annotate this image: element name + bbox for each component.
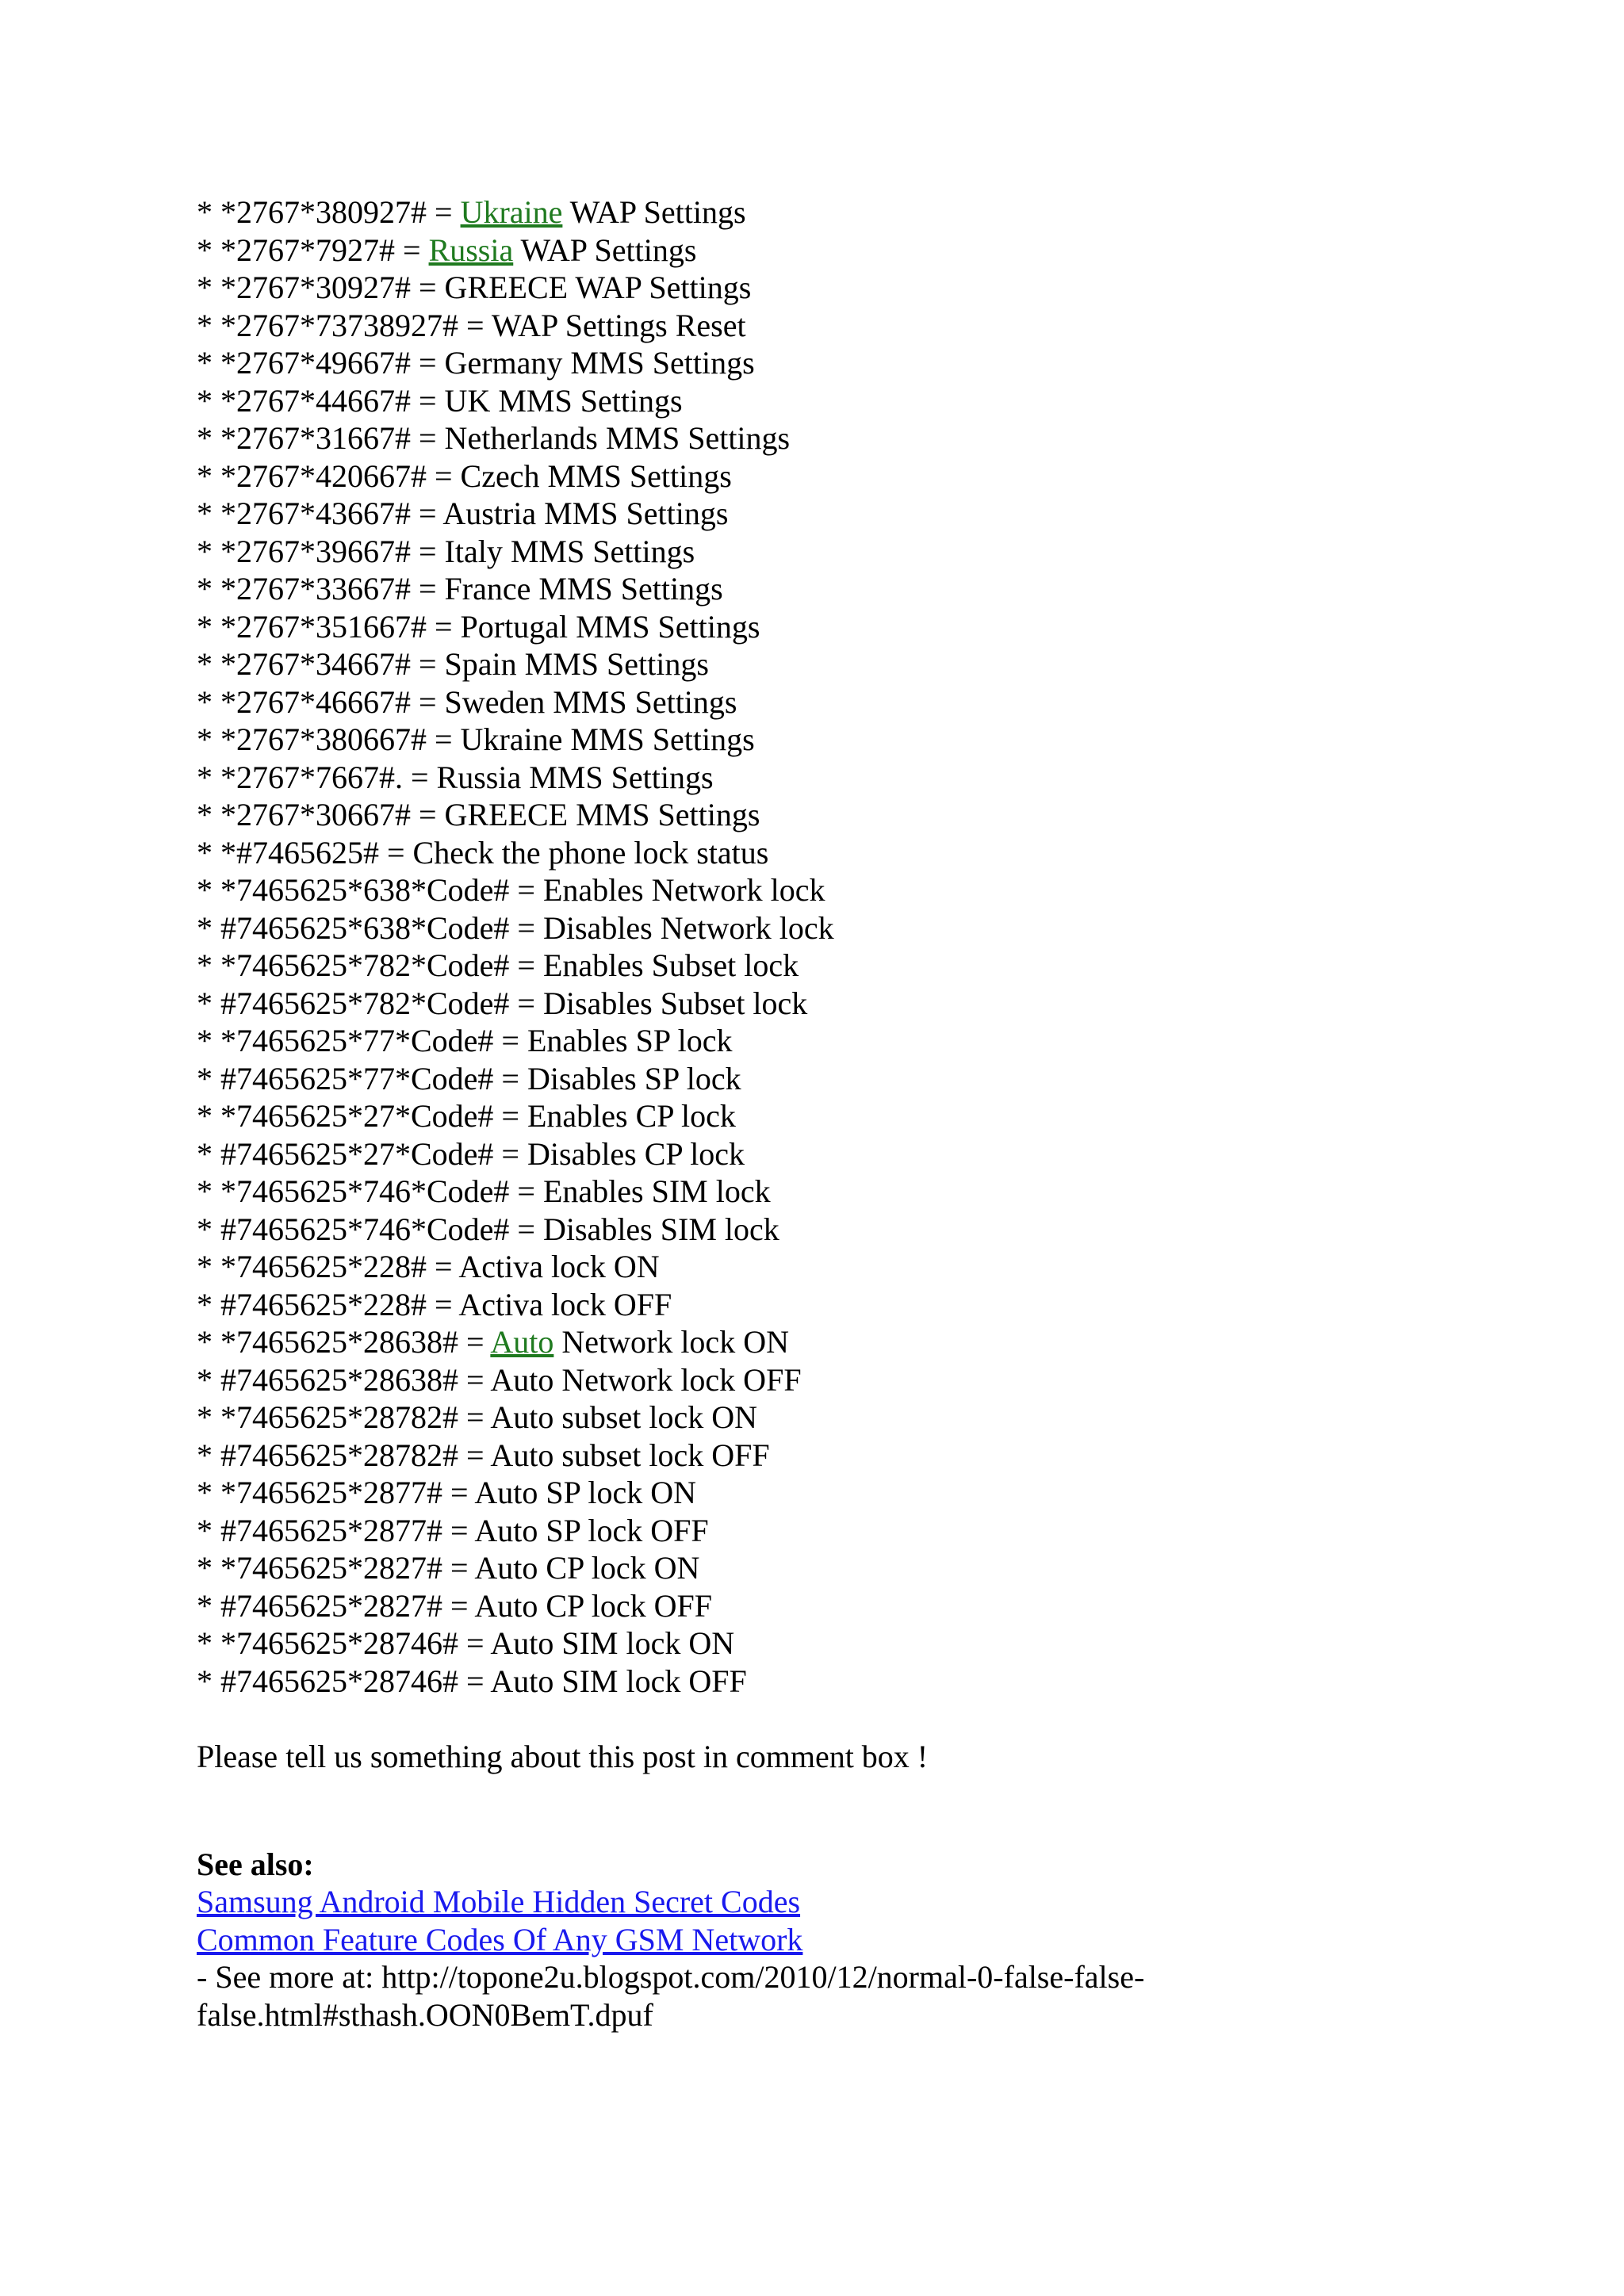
gsm-feature-codes-link[interactable]: Common Feature Codes Of Any GSM Network (197, 1921, 803, 1957)
code-text: * *7465625*2877# = Auto SP lock ON (197, 1475, 696, 1510)
code-list-item (197, 871, 1561, 909)
code-text: * *2767*31667# = Netherlands MMS Settings (197, 420, 791, 456)
code-list-item (197, 457, 1561, 496)
code-list-item (197, 1361, 1561, 1399)
code-text: * *7465625*77*Code# = Enables SP lock (197, 1023, 733, 1058)
code-list-item (197, 1211, 1561, 1249)
see-also-heading: See also: (197, 1846, 314, 1882)
code-list-item (197, 721, 1561, 759)
code-text: * #7465625*746*Code# = Disables SIM lock (197, 1211, 779, 1247)
code-text: * *2767*380667# = Ukraine MMS Settings (197, 721, 755, 757)
code-text: * *2767*351667# = Portugal MMS Settings (197, 608, 760, 645)
code-list-item (197, 533, 1561, 571)
code-text: * *#7465625# = Check the phone lock status (197, 834, 769, 871)
code-list-item (197, 834, 1561, 872)
code-text-suffix: Network lock ON (553, 1324, 789, 1360)
code-text: * *7465625*228# = Activa lock ON (197, 1249, 660, 1284)
code-list-item (197, 1624, 1561, 1663)
code-list-item (197, 1097, 1561, 1135)
code-list-item (197, 419, 1561, 457)
code-text: * *2767*7927# = (197, 232, 429, 268)
code-text-suffix: WAP Settings (562, 194, 746, 230)
code-text: * *2767*46667# = Sweden MMS Settings (197, 683, 737, 720)
code-list-item (197, 1474, 1561, 1512)
code-list-item (197, 232, 1561, 270)
code-text: * *7465625*28638# = (197, 1324, 491, 1360)
document-page (197, 193, 1561, 2034)
code-list-item (197, 985, 1561, 1023)
code-text: * #7465625*77*Code# = Disables SP lock (197, 1060, 741, 1096)
code-text: * *2767*30927# = GREECE WAP Settings (197, 270, 752, 305)
code-text: * *2767*380927# = (197, 194, 461, 230)
code-text: * *7465625*2827# = Auto CP lock ON (197, 1550, 700, 1586)
code-text: * *7465625*28746# = Auto SIM lock ON (197, 1625, 735, 1661)
comment-prompt: Please tell us something about this post in comment box ! (197, 1739, 929, 1774)
code-text: * *2767*33667# = France MMS Settings (197, 571, 723, 607)
code-text: * #7465625*638*Code# = Disables Network lock (197, 909, 834, 946)
code-list-item (197, 1512, 1561, 1550)
code-list-item (197, 683, 1561, 721)
code-text: * *2767*39667# = Italy MMS Settings (197, 533, 695, 569)
country-link[interactable]: Auto (490, 1324, 554, 1360)
code-list-item (197, 344, 1561, 382)
code-list-item (197, 909, 1561, 947)
code-text: * *7465625*27*Code# = Enables CP lock (197, 1098, 736, 1134)
code-list-item (197, 495, 1561, 533)
code-list-item (197, 1437, 1561, 1475)
code-list-item (197, 1286, 1561, 1324)
samsung-secret-codes-link[interactable]: Samsung Android Mobile Hidden Secret Codes (197, 1884, 801, 1919)
code-text: * *7465625*638*Code# = Enables Network lock (197, 872, 825, 908)
code-list-item (197, 307, 1561, 345)
code-list-item (197, 796, 1561, 834)
country-link[interactable]: Ukraine (460, 194, 563, 230)
code-list-item (197, 1248, 1561, 1286)
code-text: * *2767*44667# = UK MMS Settings (197, 382, 683, 419)
code-list-item (197, 1663, 1561, 1701)
code-text: * *2767*73738927# = WAP Settings Reset (197, 307, 746, 343)
code-list-item (197, 1060, 1561, 1098)
code-list-item (197, 1549, 1561, 1587)
code-text: * *2767*34667# = Spain MMS Settings (197, 646, 709, 682)
code-text: * *2767*420667# = Czech MMS Settings (197, 457, 732, 494)
code-list-item (197, 1323, 1561, 1361)
see-also-section (197, 1846, 1561, 2034)
code-list-item (197, 382, 1561, 420)
code-list-item (197, 1022, 1561, 1060)
code-list-item (197, 1587, 1561, 1625)
code-list-item (197, 269, 1561, 307)
code-text: * *2767*7667#. = Russia MMS Settings (197, 759, 714, 795)
code-list-item (197, 947, 1561, 985)
code-text: * #7465625*2827# = Auto CP lock OFF (197, 1587, 713, 1624)
code-text: * #7465625*2877# = Auto SP lock OFF (197, 1512, 709, 1548)
code-list-item (197, 645, 1561, 683)
code-list-item (197, 1173, 1561, 1211)
code-text: * #7465625*28782# = Auto subset lock OFF (197, 1437, 770, 1473)
see-more-source: - See more at: http://topone2u.blogspot.com/2010/12/normal-0-false-false-false.html#sthash.OON0BemT.dpuf (197, 1959, 1145, 2033)
code-text: * #7465625*28746# = Auto SIM lock OFF (197, 1663, 747, 1699)
code-list-item (197, 1135, 1561, 1173)
code-text: * *7465625*746*Code# = Enables SIM lock (197, 1173, 771, 1209)
code-text: * *2767*49667# = Germany MMS Settings (197, 345, 755, 381)
code-text: * #7465625*782*Code# = Disables Subset lock (197, 985, 808, 1021)
code-text: * #7465625*27*Code# = Disables CP lock (197, 1135, 745, 1172)
code-text: * *2767*30667# = GREECE MMS Settings (197, 797, 760, 832)
code-text: * *7465625*782*Code# = Enables Subset lock (197, 947, 799, 983)
code-text: * *7465625*28782# = Auto subset lock ON (197, 1399, 757, 1435)
country-link[interactable]: Russia (428, 232, 514, 268)
code-text: * #7465625*228# = Activa lock OFF (197, 1286, 672, 1322)
code-list-item (197, 193, 1561, 232)
code-list-item (197, 1399, 1561, 1437)
secret-code-list (197, 193, 1561, 1700)
code-list-item (197, 608, 1561, 646)
code-text: * #7465625*28638# = Auto Network lock OFF (197, 1361, 802, 1398)
code-text: * *2767*43667# = Austria MMS Settings (197, 496, 729, 531)
code-list-item (197, 759, 1561, 797)
code-list-item (197, 570, 1561, 608)
code-text-suffix: WAP Settings (513, 232, 697, 268)
